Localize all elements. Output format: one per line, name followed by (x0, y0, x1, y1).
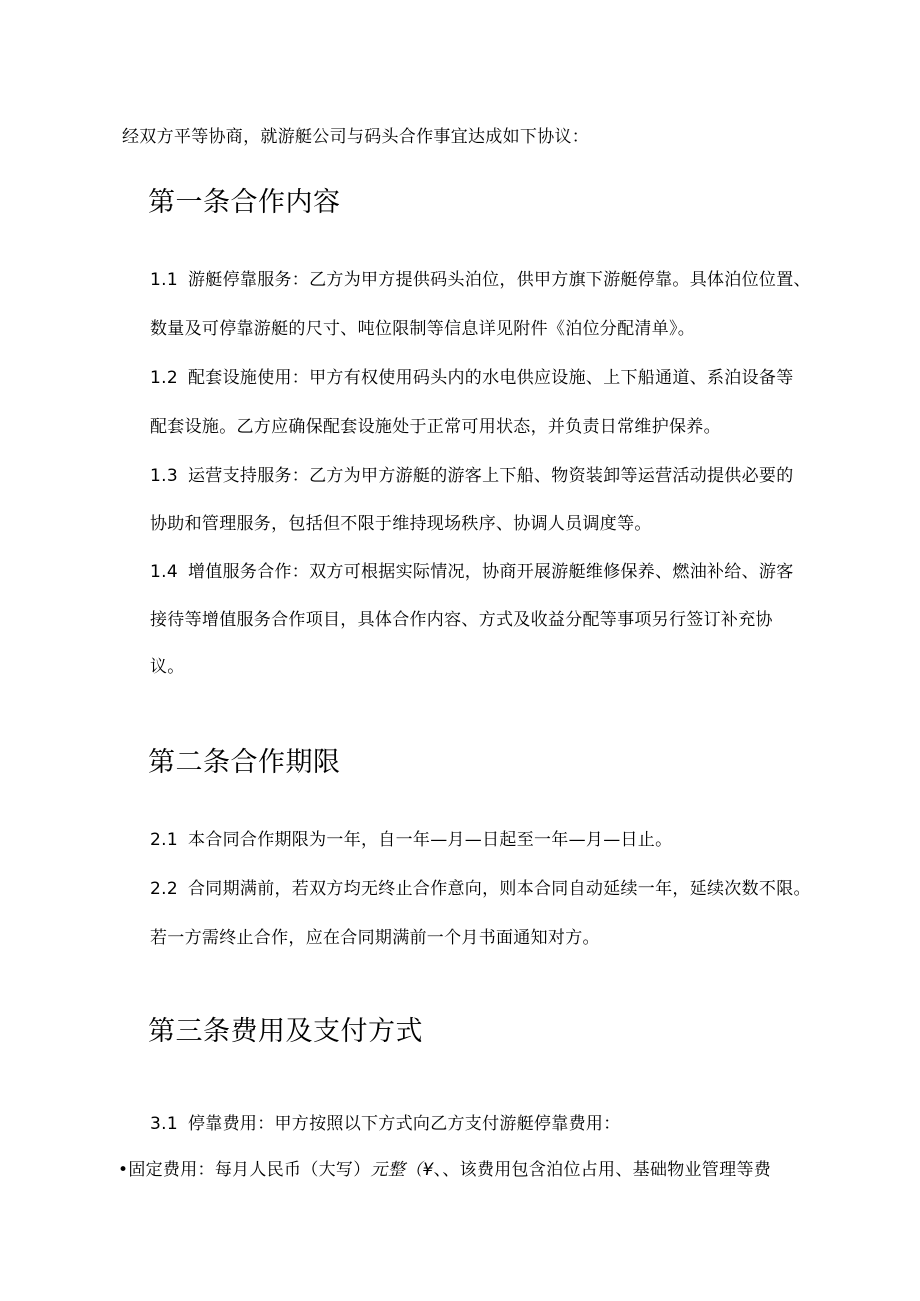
intro-paragraph: 经双方平等协商，就游艇公司与码头合作事宜达成如下协议： (122, 127, 590, 147)
clause-text: 合同期满前，若双方均无终止合作意向，则本合同自动延续一年，延续次数不限。 (188, 879, 811, 899)
clause-1-2-line-2: 配套设施。乙方应确保配套设施处于正常可用状态，并负责日常维护保养。 (150, 417, 721, 437)
clause-text: 停靠费用：甲方按照以下方式向乙方支付游艇停靠费用： (188, 1114, 621, 1134)
clause-text: 运营支持服务：乙方为甲方游艇的游客上下船、物资装卸等运营活动提供必要的 (188, 466, 794, 486)
clause-1-1-line-1 (150, 269, 811, 291)
bullet-text-prefix: 固定费用：每月人民币（大写） (128, 1160, 371, 1180)
clause-1-2-line-1 (150, 367, 794, 389)
bullet-marker: • (118, 1160, 129, 1180)
clause-number: 1.4 (150, 562, 178, 582)
clause-2-1-line-1 (150, 829, 672, 851)
clause-1-1-line-2: 数量及可停靠游艇的尺寸、吨位限制等信息详见附件《泊位分配清单》。 (150, 319, 696, 339)
clause-1-4-line-1 (150, 561, 794, 583)
clause-text: 游艇停靠服务：乙方为甲方提供码头泊位，供甲方旗下游艇停靠。具体泊位位置、 (188, 270, 811, 290)
clause-2-2-line-2: 若一方需终止合作，应在合同期满前一个月书面通知对方。 (150, 928, 600, 948)
clause-number: 2.1 (150, 830, 178, 850)
clause-number: 2.2 (150, 879, 178, 899)
clause-3-1-line-1 (150, 1113, 621, 1135)
bullet-text-suffix: 、、该费用包含泊位占用、基础物业管理等费 (433, 1160, 772, 1180)
clause-number: 1.3 (150, 466, 178, 486)
clause-1-4-line-2: 接待等增值服务合作项目，具体合作内容、方式及收益分配等事项另行签订补充协 (150, 610, 773, 630)
clause-1-3-line-2: 协助和管理服务，包括但不限于维持现场秩序、协调人员调度等。 (150, 514, 652, 534)
clause-text: 配套设施使用：甲方有权使用码头内的水电供应设施、上下船通道、系泊设备等 (188, 368, 794, 388)
clause-text: 增值服务合作：双方可根据实际情况，协商开展游艇维修保养、燃油补给、游客 (188, 562, 794, 582)
article-3-heading: 第三条费用及支付方式 (148, 1016, 423, 1047)
clause-2-2-line-1 (150, 878, 811, 900)
clause-text: 本合同合作期限为一年，自一年—月—日起至一年—月—日止。 (188, 830, 673, 850)
article-2-heading: 第二条合作期限 (148, 747, 341, 778)
article-1-heading: 第一条合作内容 (148, 187, 341, 218)
clause-1-4-line-3: 议。 (150, 657, 185, 677)
bullet-text-italic: 元整（¥ (370, 1160, 434, 1180)
clause-1-3-line-1 (150, 465, 794, 487)
clause-number: 1.1 (150, 270, 178, 290)
bullet-fixed-fee (118, 1159, 771, 1181)
clause-number: 1.2 (150, 368, 178, 388)
clause-number: 3.1 (150, 1114, 178, 1134)
